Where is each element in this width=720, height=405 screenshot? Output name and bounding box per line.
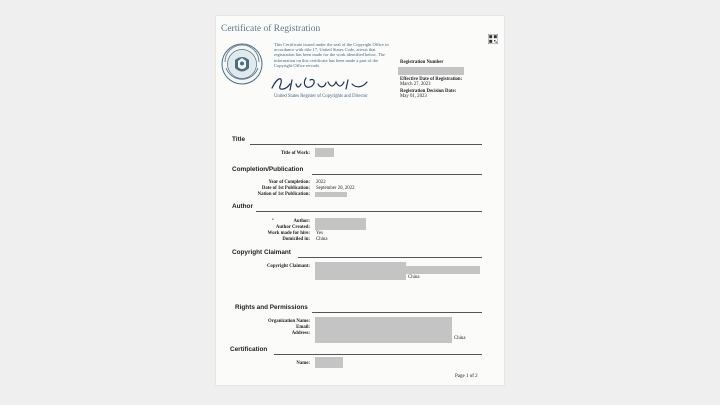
- section-completion-rule: [312, 174, 482, 175]
- registration-number-label: Registration Number: [400, 60, 444, 65]
- author-bullet: •: [272, 218, 274, 223]
- section-title-heading: Title: [232, 136, 246, 143]
- section-author-heading: Author: [232, 203, 253, 210]
- domiciled-in-label: Domiciled in:: [282, 237, 310, 242]
- author-label: Author:: [293, 219, 310, 224]
- rights-country: China: [454, 336, 466, 341]
- decision-date-label: Registration Decision Date:: [400, 89, 457, 94]
- section-completion-heading: Completion/Publication: [232, 166, 304, 173]
- section-certification-heading: Certification: [230, 346, 268, 353]
- work-made-for-hire-label: Work made for hire:: [267, 231, 310, 236]
- organization-name-label: Organization Name:: [268, 319, 310, 324]
- redacted-claimant-address: [406, 266, 480, 274]
- redacted-rights-contact: [315, 317, 452, 343]
- qr-code-icon: [488, 34, 498, 44]
- year-of-completion-label: Year of Completion:: [268, 180, 310, 185]
- copyright-office-seal-icon: [221, 43, 263, 85]
- page-number: Page 1 of 2: [455, 374, 478, 379]
- title-of-work-label: Title of Work:: [280, 151, 310, 156]
- certificate-title: Certificate of Registration: [221, 24, 321, 34]
- redacted-title-of-work: [315, 148, 334, 157]
- claimant-country: China: [408, 275, 420, 280]
- domiciled-in-value: China: [316, 237, 328, 242]
- work-made-for-hire-value: Yes: [316, 231, 323, 236]
- register-caption: United States Register of Copyrights and Director: [274, 94, 368, 99]
- redacted-registration-number: [398, 67, 464, 75]
- certificate-intro-text: This Certificate issued under the seal of the Copyright Office in accordance with title 17, United States Code, attests that registration has been made for the work identified below. The information on this certificate has been made a part of the Copyright Office records.: [274, 42, 389, 68]
- redacted-claimant-name: [315, 262, 406, 280]
- redacted-author-name: [315, 218, 366, 230]
- section-claimant-heading: Copyright Claimant: [232, 249, 291, 256]
- address-label: Address:: [291, 331, 310, 336]
- certification-name-label: Name:: [296, 361, 310, 366]
- section-claimant-rule: [298, 257, 482, 258]
- certificate-page: [216, 16, 504, 385]
- decision-date-value: May 01, 2023: [400, 94, 427, 99]
- redacted-publication-nation: [315, 192, 347, 197]
- effective-date-label: Effective Date of Registration:: [400, 77, 463, 82]
- section-author-rule: [256, 211, 482, 212]
- author-created-label: Author Created:: [275, 225, 310, 230]
- redacted-certifier-name: [315, 357, 343, 368]
- effective-date-value: March 27, 2023: [400, 82, 431, 87]
- year-of-completion-value: 2022: [316, 180, 326, 185]
- email-label: Email:: [296, 325, 310, 330]
- section-rights-heading: Rights and Permissions: [235, 304, 308, 311]
- first-publication-date-label: Date of 1st Publication:: [261, 186, 310, 191]
- section-rights-rule: [312, 312, 482, 313]
- section-certification-rule: [274, 354, 482, 355]
- first-publication-nation-label: Nation of 1st Publication:: [257, 192, 310, 197]
- register-signature: [270, 74, 370, 94]
- section-title-rule: [250, 144, 482, 145]
- first-publication-date-value: September 20, 2022: [316, 186, 355, 191]
- copyright-claimant-label: Copyright Claimant:: [266, 264, 310, 269]
